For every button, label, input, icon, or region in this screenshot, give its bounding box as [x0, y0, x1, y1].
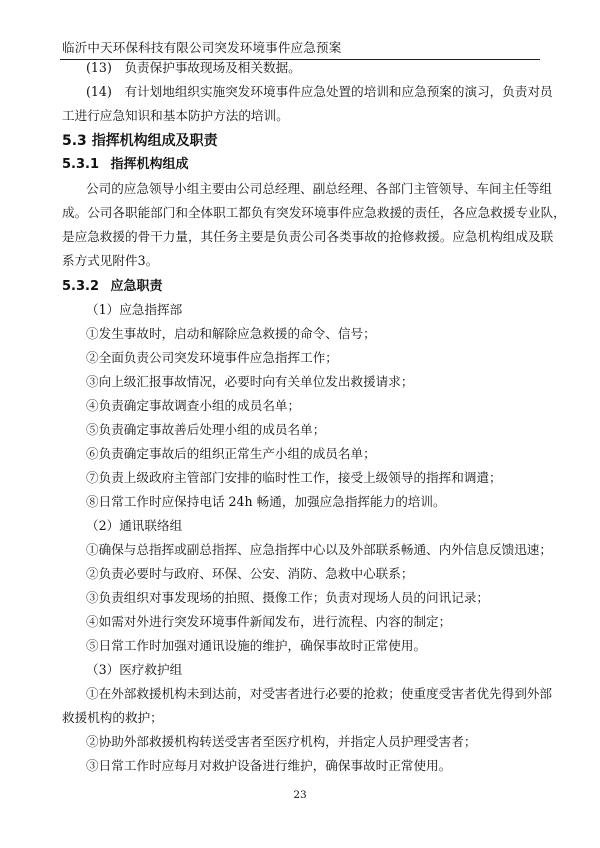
list-item: ②负责必要时与政府、环保、公安、消防、急救中心联系； [86, 566, 414, 581]
paragraph-line: 是应急救援的骨干力量，其任务主要是负责公司各类事故的抢修救援。应急机构组成及联 [62, 229, 554, 244]
section-heading-5-3 [62, 133, 542, 149]
list-item: ①在外部救援机构未到达前，对受害者进行必要的抢救；使重度受害者优先得到外部 [86, 686, 552, 701]
list-item: (13) 负责保护事故现场及相关数据。 [86, 60, 301, 75]
list-item: ⑥负责确定事故后的组织正常生产小组的成员名单； [86, 446, 376, 461]
section-title: 指挥机构组成及职责 [91, 133, 218, 149]
list-item: ③负责组织对事发现场的拍照、摄像工作；负责对现场人员的问讯记录； [86, 590, 489, 605]
section-number: 5.3.1 [62, 157, 100, 172]
section-title: 应急职责 [110, 279, 163, 294]
group-heading: （2）通讯联络组 [86, 518, 183, 533]
list-item: ⑤日常工作时加强对通讯设施的维护，确保事故时正常使用。 [86, 638, 427, 653]
list-item: ④负责确定事故调查小组的成员名单； [86, 398, 301, 413]
section-title: 指挥机构组成 [110, 157, 189, 172]
list-item: ⑧日常工作时应保持电话 24h 畅通，加强应急指挥能力的培训。 [86, 494, 446, 509]
list-item: ②全面负责公司突发环境事件应急指挥工作； [86, 350, 338, 365]
list-item: ③日常工作时应每月对救护设备进行维护，确保事故时正常使用。 [86, 758, 452, 773]
paragraph-line: 成。公司各职能部门和全体职工都负有突发环境事件应急救援的责任，各应急救援专业队， [62, 205, 566, 220]
list-item: ②协助外部救援机构转送受害者至医疗机构，并指定人员护理受害者； [86, 734, 477, 749]
list-item-continuation: 工进行应急知识和基本防护方法的培训。 [62, 108, 289, 123]
section-number: 5.3.2 [62, 279, 100, 294]
list-item: (14) 有计划地组织实施突发环境事件应急处置的培训和应急预案的演习，负责对员 [86, 84, 553, 99]
group-heading: （3）医疗救护组 [86, 662, 183, 677]
page-number: 23 [293, 789, 307, 801]
list-item: ⑤负责确定事故善后处理小组的成员名单； [86, 422, 326, 437]
list-item-continuation: 救援机构的救护； [62, 710, 163, 725]
section-number: 5.3 [62, 133, 87, 149]
page-header: 临沂中天环保科技有限公司突发环境事件应急预案 [62, 40, 342, 55]
list-item: ③向上级汇报事故情况，必要时向有关单位发出救援请求； [86, 374, 414, 389]
list-item: ④如需对外进行突发环境事件新闻发布，进行流程、内容的制定； [86, 614, 452, 629]
section-heading-5-3-2 [62, 279, 542, 295]
group-heading: （1）应急指挥部 [86, 302, 183, 317]
section-heading-5-3-1 [62, 157, 542, 173]
list-item: ①确保与总指挥或副总指挥、应急指挥中心以及外部联系畅通、内外信息反馈迅速； [86, 542, 552, 557]
list-item: ⑦负责上级政府主管部门安排的临时性工作，接受上级领导的指挥和调遣； [86, 470, 502, 485]
list-item: ①发生事故时，启动和解除应急救援的命令、信号； [86, 326, 376, 341]
paragraph-line: 系方式见附件3。 [62, 253, 159, 268]
paragraph-line: 公司的应急领导小组主要由公司总经理、副总经理、各部门主管领导、车间主任等组 [86, 181, 552, 196]
